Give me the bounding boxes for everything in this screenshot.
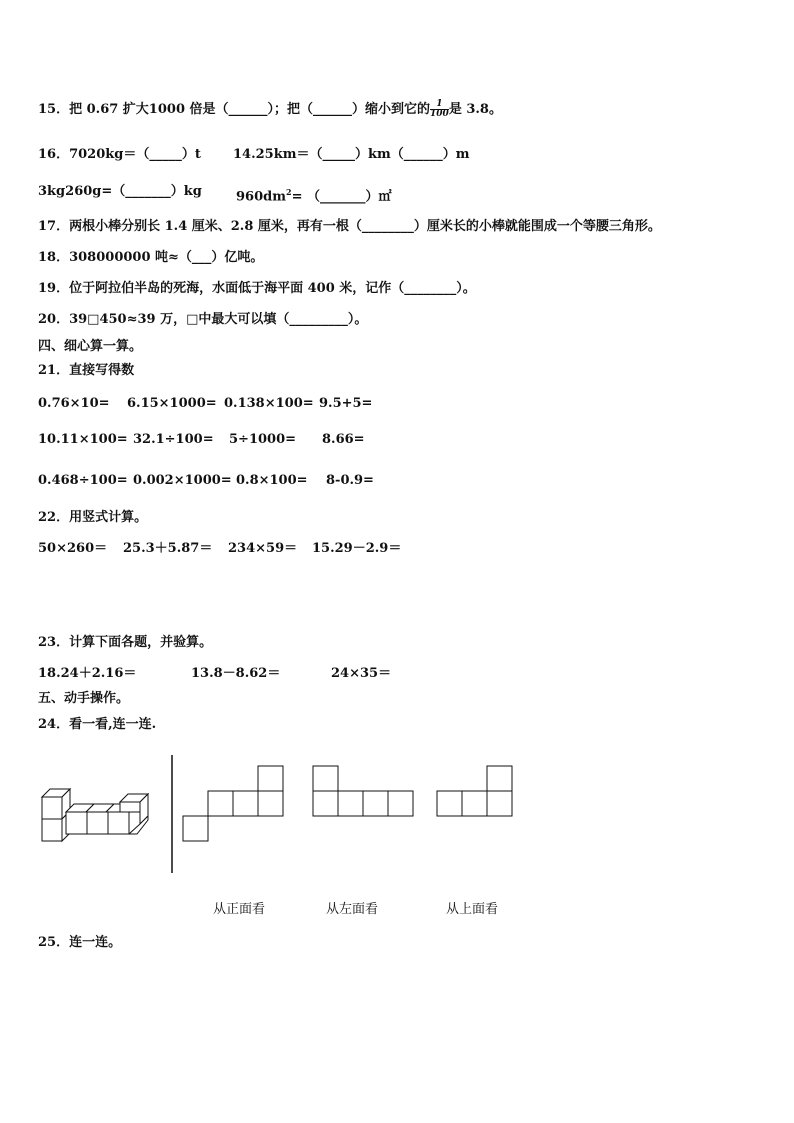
question-17: 17．两根小棒分别长 1.4 厘米、2.8 厘米，再有一根（________）厘米长的小棒就能围成一个等腰三角形。 bbox=[38, 219, 661, 234]
question-19: 19．位于阿拉伯半岛的死海，水面低于海平面 400 米，记作（________）。 bbox=[38, 281, 476, 296]
cube-stack-figure bbox=[42, 789, 148, 841]
q21-item: 8-0.9= bbox=[326, 473, 374, 488]
q21-item: 10.11×100= bbox=[38, 432, 128, 447]
q23-item: 13.8－8.62＝ bbox=[191, 666, 281, 681]
q23-item: 18.24＋2.16＝ bbox=[38, 666, 137, 681]
question-18: 18．308000000 吨≈（___）亿吨。 bbox=[38, 250, 264, 265]
view-label-front: 从正面看 bbox=[213, 902, 266, 917]
q21-item: 0.002×1000= bbox=[133, 473, 232, 488]
q21-item: 0.76×10= bbox=[38, 396, 110, 411]
view-a-shape bbox=[183, 766, 283, 841]
q22-item: 25.3＋5.87＝ bbox=[123, 541, 213, 556]
question-16-part-c: 3kg260g=（_______）kg bbox=[38, 184, 202, 199]
fraction-1-100: $\frac{1}{100}$ bbox=[430, 99, 449, 119]
question-16-part-b: 14.25km＝（_____）km（______）m bbox=[233, 147, 470, 162]
question-16-part-d: $960dm^2=$ （_______）㎡ bbox=[236, 187, 392, 205]
view-b-shape bbox=[313, 766, 413, 816]
view-label-left: 从左面看 bbox=[326, 902, 379, 917]
question-23-title: 23．计算下面各题，并验算。 bbox=[38, 635, 213, 650]
q22-item: 15.29－2.9＝ bbox=[312, 541, 402, 556]
q23-item: 24×35＝ bbox=[331, 666, 392, 681]
section-heading-5: 五、动手操作。 bbox=[38, 691, 130, 706]
q22-item: 234×59＝ bbox=[228, 541, 298, 556]
q15-text-pre: 15．把 0.67 扩大1000 倍是（______）；把（______）缩小到它的 bbox=[38, 102, 431, 117]
q21-item: 6.15×1000= bbox=[127, 396, 217, 411]
question-22-title: 22．用竖式计算。 bbox=[38, 510, 148, 525]
question-20: 20．39□450≈39 万，□中最大可以填（_________）。 bbox=[38, 312, 368, 327]
question-25: 25．连一连。 bbox=[38, 935, 122, 950]
q21-item: 9.5+5= bbox=[319, 396, 373, 411]
q21-item: 5÷1000= bbox=[229, 432, 297, 447]
q21-item: 0.468÷100= bbox=[38, 473, 128, 488]
section-heading-4: 四、细心算一算。 bbox=[38, 339, 143, 354]
q21-item: 8.66= bbox=[322, 432, 365, 447]
q21-item: 32.1÷100= bbox=[133, 432, 214, 447]
q21-item: 0.8×100= bbox=[236, 473, 308, 488]
view-label-top: 从上面看 bbox=[446, 902, 499, 917]
question-21-title: 21．直接写得数 bbox=[38, 363, 135, 378]
question-16-part-a: 16．7020kg＝（_____）t bbox=[38, 147, 201, 162]
q21-item: 0.138×100= bbox=[224, 396, 314, 411]
q15-text-post: 是 3.8。 bbox=[448, 102, 502, 117]
view-c-shape bbox=[437, 766, 512, 816]
question-24-title: 24．看一看,连一连. bbox=[38, 717, 157, 732]
q22-item: 50×260＝ bbox=[38, 541, 108, 556]
